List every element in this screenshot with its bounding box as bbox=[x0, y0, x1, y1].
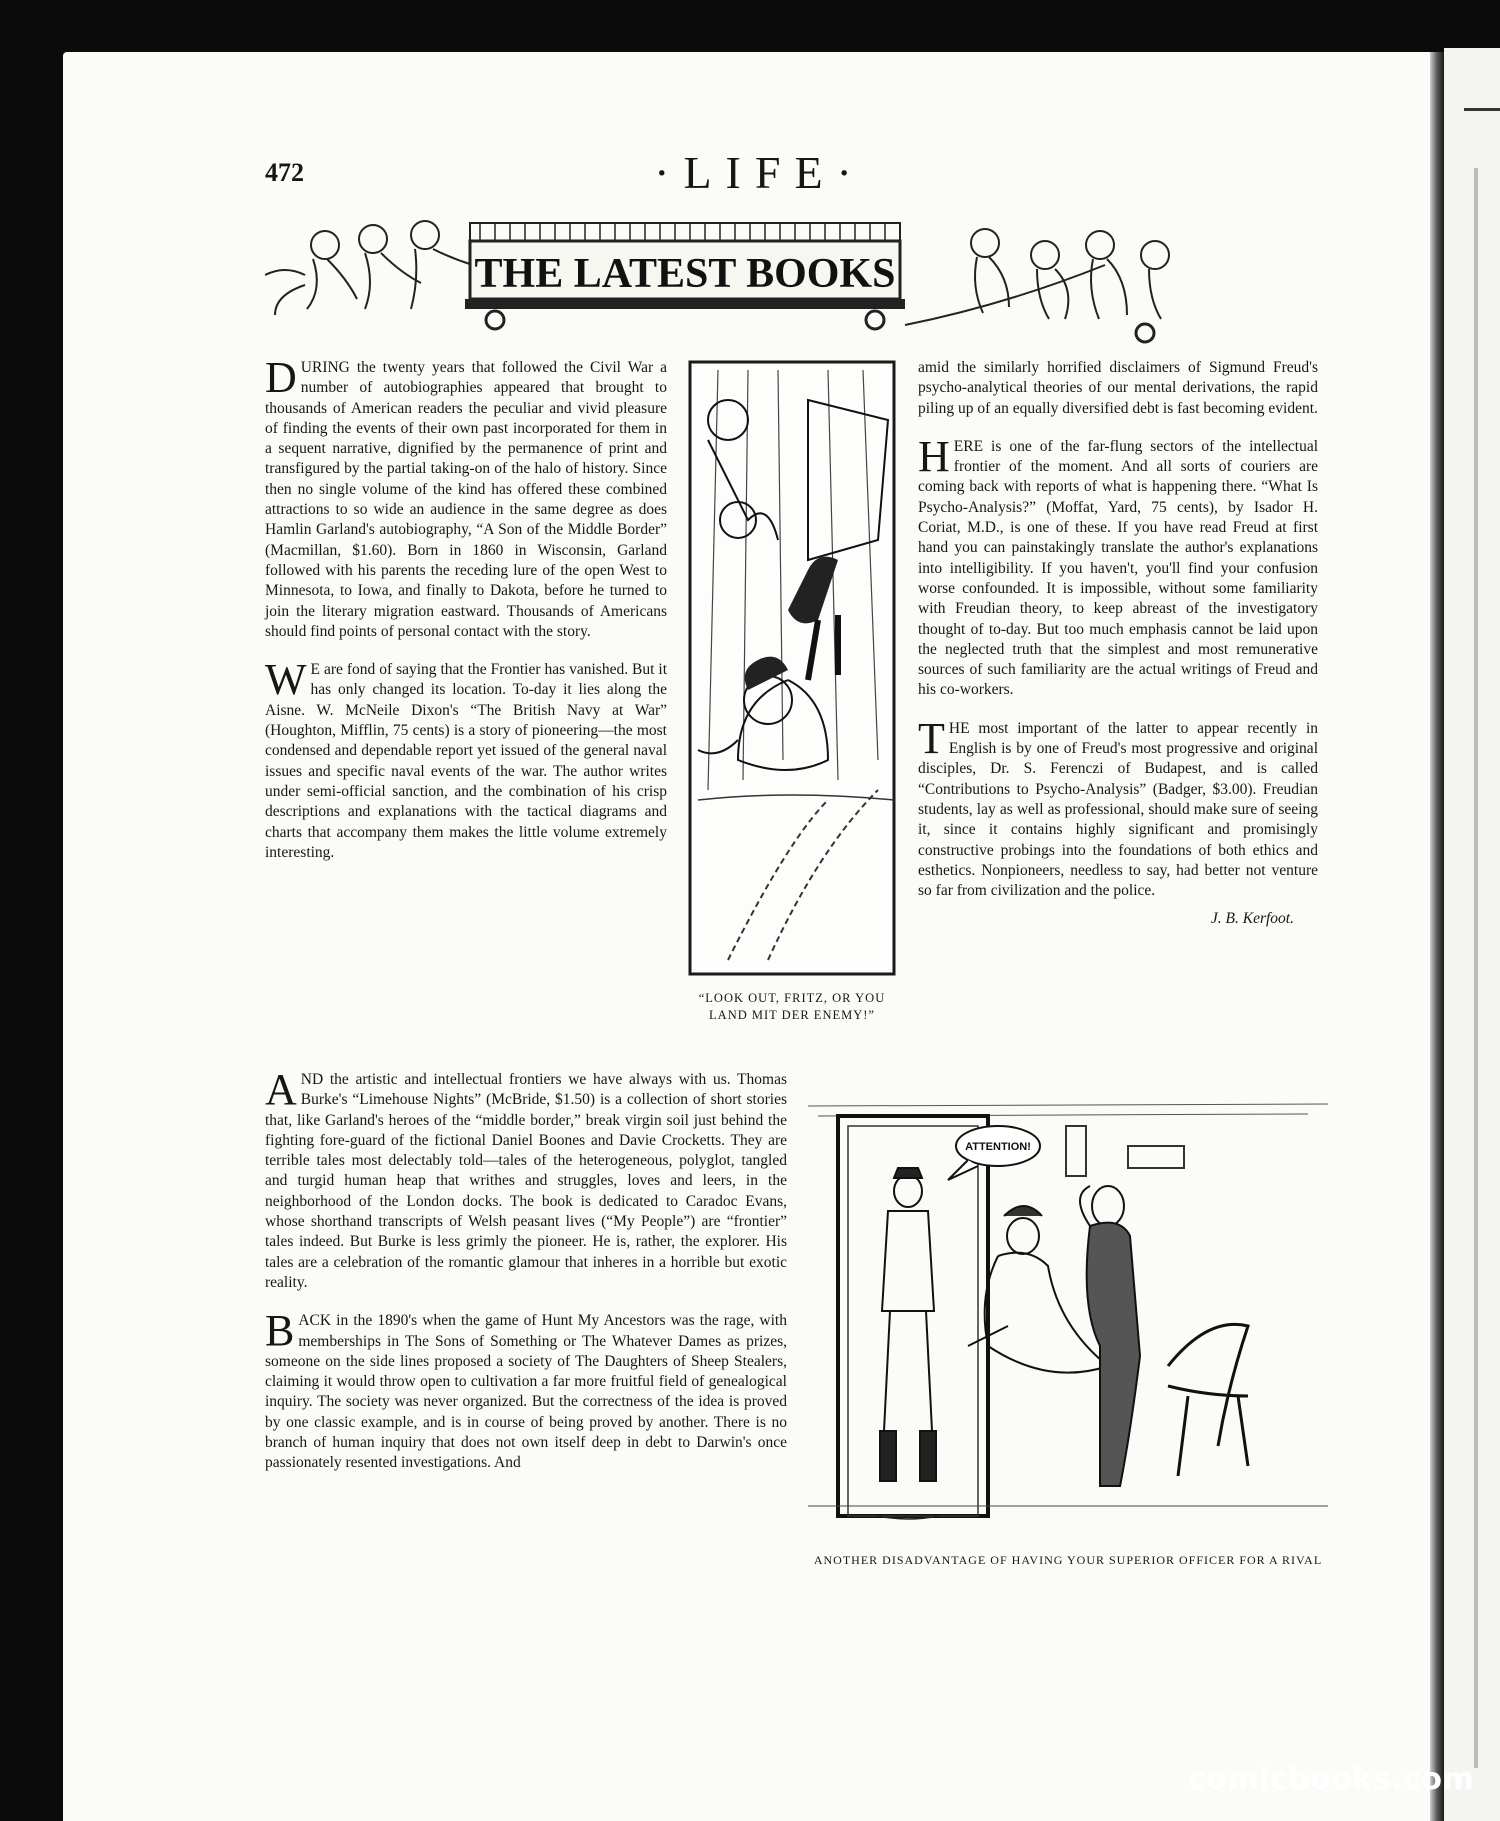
drop-cap: D bbox=[265, 353, 297, 402]
banner-title: THE LATEST BOOKS bbox=[474, 251, 896, 297]
aviator-cartoon bbox=[688, 360, 896, 1012]
cartoon-caption: “LOOK OUT, FRITZ, OR YOU LAND MIT DER ENEMY!” bbox=[698, 991, 886, 1022]
cherubs-left-illustration bbox=[265, 221, 473, 315]
article-paragraph bbox=[265, 655, 667, 863]
watermark: comicbooks.com bbox=[1188, 1762, 1475, 1797]
masthead: ·LIFE· bbox=[654, 147, 866, 198]
article-paragraph: amid the similarly horrified disclaimers of Sigmund Freud's psycho-analytical theories of our mental derivations, the rapid piling up of an equally diversified debt is fast becoming evident. bbox=[918, 359, 1318, 417]
cherubs-right-illustration bbox=[905, 229, 1169, 342]
speech-text: ATTENTION! bbox=[965, 1141, 1031, 1153]
article-column-right bbox=[918, 358, 1318, 930]
paragraph-text: E are fond of saying that the Frontier has vanished. But it has only changed its location. To-day it lies along the Aisne. W. McNeile Dixon's “The British Navy at War” (Houghton, Mifflin, 75 cents) is a story of pioneering—the most condensed and dependable report yet issued of the general naval issues and specific naval events of the war. The author writes under semi-official sanction, and the combination of his crisp descriptions and explanations with the tactical diagrams and charts that accompany them makes the little volume extremely interesting. bbox=[265, 661, 667, 861]
drop-cap: T bbox=[918, 713, 945, 763]
article-column-lower bbox=[265, 1065, 787, 1492]
article-paragraph bbox=[265, 353, 667, 642]
drop-cap: H bbox=[918, 431, 950, 481]
paragraph-text: HE most important of the latter to appear recently in English is by one of Freud's most progressive and original disciples, Dr. S. Ferenczi of Budapest, and is called “Contributions to Psycho-Analysis” (Badger, $3.00). Freudian students, lay as well as professional, should make sure of seeing it, since it contains highly significant and promisingly constructive probings into the foundations of both ethics and esthetics. Nonpioneers, needless to say, had better not venture so far from civilization and the police. bbox=[918, 719, 1318, 900]
paragraph-text: URING the twenty years that followed the Civil War a number of autobiographies appeared that brought to thousands of American readers the peculiar and vivid pleasure of finding the events of their own past incorporated for them in a sequent narrative, dignified by the permanence of print and transfigured by the partial taking-on of the halo of history. Since then no single volume of the kind has offered these combined attractions to so wide an audience in the same degree as does Hamlin Garland's autobiography, “A Son of the Middle Border” (Macmillan, $1.60). Born in 1860 in Wisconsin, Garland followed with his parents the receding lure of the open West to Minnesota, to Iowa, and finally to Dakota, before he turned to join the literary migration eastward. Thousands of Americans should find points of personal contact with the story. bbox=[265, 359, 667, 640]
article-paragraph bbox=[265, 1306, 787, 1473]
drop-cap: W bbox=[265, 655, 307, 705]
latest-books-banner bbox=[265, 215, 1305, 350]
paragraph-text: ERE is one of the far-flung sectors of the intellectual frontier of the moment. And all sorts of couriers are coming back with reports of what is happening there. “What Is Psycho-Analysis?” (Moffat, Yard, 75 cents), by Isador H. Coriat, M.D., is one of these. If you have read Freud at first hand you can painstakingly translate the author's explanations into intelligibility. If you haven't, you'll find your confusion worse confounded. It is impossible, without some familiarity with Freudian theory, to keep abreast of the investigatory thought of to-day. But too much emphasis cannot be laid upon the neglected truth that the simplest and most remunerative sources of such familiarity are the actual writings of Freud and his co-workers. bbox=[918, 437, 1318, 699]
drop-cap: A bbox=[265, 1065, 297, 1114]
officer-cartoon bbox=[808, 1066, 1328, 1546]
book-spine bbox=[1430, 52, 1444, 1821]
article-paragraph bbox=[265, 1065, 787, 1293]
article-paragraph bbox=[918, 713, 1318, 902]
adjacent-page-edge bbox=[1444, 48, 1500, 1821]
drop-cap: B bbox=[265, 1306, 295, 1356]
paragraph-text: ACK in the 1890's when the game of Hunt My Ancestors was the rage, with memberships in The Sons of Something or The Whatever Dames as prizes, someone on the side lines proposed a society of The Daughters of Sheep Stealers, claiming it would throw open to cultivation a far more fruitful field of genealogical inquiry. The society was never organized. But the correctness of the idea is proved by one classic example, and is in course of being proved by another. There is no branch of human inquiry that does not own itself deep in debt to Darwin's once passionately resented investigations. And bbox=[265, 1312, 787, 1472]
page-number: 472 bbox=[265, 158, 304, 187]
article-column-left bbox=[265, 353, 667, 881]
author-signature: J. B. Kerfoot. bbox=[1210, 910, 1294, 928]
paragraph-text: ND the artistic and intellectual frontiers we have always with us. Thomas Burke's “Limehouse Nights” (McBride, $1.50) is a collection of short stories that, like Garland's heroes of the “middle border,” break virgin soil just behind the fighting fore-guard of the fictional Daniel Boones and Davie Crocketts. They are terrible tales most delectably told—tales of the heterogeneous, polyglot, tangled and turgid human heap that writhes and struggles, loves and leers, in the neighborhood of the London docks. The book is dedicated to Caradoc Evans, whose shorthand transcripts of Welsh peasant lives (“My People”) are “frontier” tales indeed. But Burke is less grimly the pioneer. He is, rather, the explorer. His tales are a celebration of the romantic glamour that inheres in a horrible but exotic reality. bbox=[265, 1071, 787, 1291]
book-cart bbox=[465, 223, 905, 329]
article-paragraph bbox=[918, 431, 1318, 701]
cartoon-caption: ANOTHER DISADVANTAGE OF HAVING YOUR SUPERIOR OFFICER FOR A RIVAL bbox=[813, 1553, 1323, 1567]
